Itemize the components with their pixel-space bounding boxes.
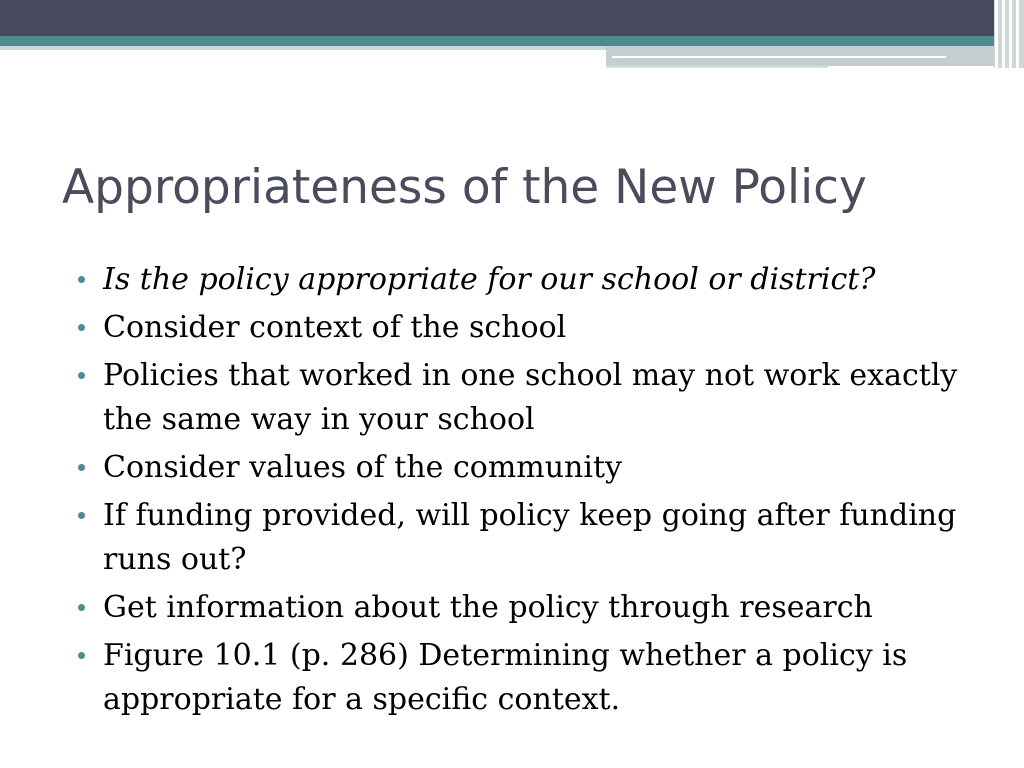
stripe xyxy=(1002,0,1005,68)
bullet-text: Consider values of the community xyxy=(103,450,622,485)
stripe xyxy=(1016,0,1019,68)
header-tab-line xyxy=(606,66,828,68)
bullet-text: Figure 10.1 (p. 286) Determining whether a policy is appropriate for a specific context. xyxy=(103,638,908,717)
bullet-item xyxy=(74,258,994,302)
bullet-dot-icon xyxy=(78,604,85,611)
bullet-item xyxy=(74,446,994,490)
stripe xyxy=(1009,0,1012,68)
bullet-item xyxy=(74,586,994,630)
bullet-dot-icon xyxy=(78,512,85,519)
stripe xyxy=(995,0,998,68)
bullet-dot-icon xyxy=(78,324,85,331)
bullet-item xyxy=(74,634,994,722)
bullet-dot-icon xyxy=(78,276,85,283)
bullet-item xyxy=(74,354,994,442)
bullet-list xyxy=(74,258,994,726)
bullet-text: Is the policy appropriate for our school or district? xyxy=(103,262,876,297)
bullet-item xyxy=(74,306,994,350)
header-dark-bar xyxy=(0,0,1024,36)
bullet-dot-icon xyxy=(78,464,85,471)
bullet-item xyxy=(74,494,994,582)
bullet-text: Consider context of the school xyxy=(103,310,567,345)
header-teal-bar xyxy=(0,36,1024,46)
bullet-text: If funding provided, will policy keep going after funding runs out? xyxy=(103,498,957,577)
bullet-text: Policies that worked in one school may not work exactly the same way in your school xyxy=(103,358,958,437)
header-tab-line xyxy=(612,56,946,58)
bullet-dot-icon xyxy=(78,652,85,659)
slide-title: Appropriateness of the New Policy xyxy=(62,160,867,215)
bullet-text: Get information about the policy through research xyxy=(103,590,873,625)
corner-stripes-decoration xyxy=(994,0,1024,68)
bullet-dot-icon xyxy=(78,372,85,379)
